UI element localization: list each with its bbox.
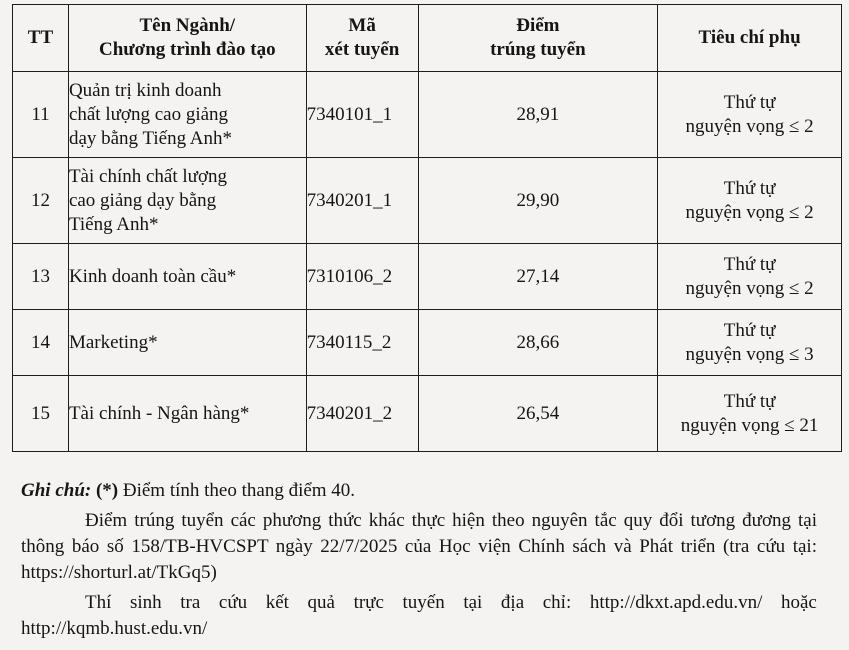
table-row — [13, 72, 842, 158]
header-program-line2: Chương trình đào tạo — [98, 39, 276, 60]
note-lookup-line2: http://kqmb.hust.edu.vn/ — [21, 618, 208, 639]
lookup-word: tra — [180, 592, 201, 613]
lookup-word: kết — [265, 592, 289, 613]
program-name-line: dạy bằng Tiếng Anh* — [68, 127, 233, 149]
lookup-word: chỉ: — [542, 592, 572, 613]
notes-section — [21, 478, 817, 642]
cell-criteria — [658, 244, 842, 310]
criteria-line: nguyện vọng ≤ 2 — [685, 277, 814, 299]
criteria-line: nguyện vọng ≤ 3 — [685, 343, 814, 365]
cell-code: 7310106_2 — [306, 244, 418, 310]
admission-scores-table — [12, 4, 842, 452]
criteria-line: nguyện vọng ≤ 2 — [685, 115, 814, 137]
table-row — [13, 244, 842, 310]
lookup-word: Thí — [85, 592, 112, 613]
cell-code: 7340115_2 — [306, 310, 418, 376]
criteria-line: Thứ tự — [723, 91, 776, 113]
cell-score: 28,91 — [418, 72, 658, 158]
note-label: Ghi chú: — [21, 480, 92, 501]
program-name-line: Kinh doanh toàn cầu* — [68, 265, 237, 287]
criteria-line: Thứ tự — [723, 253, 776, 275]
header-program-line1: Tên Ngành/ — [139, 15, 236, 36]
cell-program-name — [68, 244, 306, 310]
header-score — [418, 5, 658, 72]
cell-score: 27,14 — [418, 244, 658, 310]
program-name-line: Tài chính chất lượng — [68, 165, 227, 187]
note-conversion: Điểm trúng tuyển các phương thức khác thực hiện theo nguyên tắc quy đổi tương đương tại thông báo số 158/TB-HVCSPT ngày 22/7/2025 của Học viện Chính sách và Phát triển (tra cứu tại: https://shorturl.at/TkGq5) — [21, 510, 817, 583]
cell-tt: 13 — [13, 244, 69, 310]
cell-code: 7340201_1 — [306, 158, 418, 244]
header-criteria-text: Tiêu chí phụ — [698, 27, 801, 48]
program-name-line: Marketing* — [68, 331, 158, 353]
cell-tt: 15 — [13, 376, 69, 452]
cell-criteria — [658, 376, 842, 452]
cell-program-name — [68, 376, 306, 452]
lookup-word: http://dkxt.apd.edu.vn/ — [589, 592, 763, 613]
cell-tt: 11 — [13, 72, 69, 158]
lookup-word: sinh — [129, 592, 162, 613]
lookup-word: cứu — [218, 592, 248, 613]
header-tt — [13, 5, 69, 72]
lookup-word: tại — [463, 592, 483, 613]
lookup-word: hoặc — [781, 592, 817, 613]
cell-score: 28,66 — [418, 310, 658, 376]
criteria-line: Thứ tự — [723, 177, 776, 199]
cell-criteria — [658, 158, 842, 244]
note-star-text: Điểm tính theo thang điểm 40. — [118, 480, 356, 501]
header-tt-text: TT — [27, 27, 54, 48]
table-row — [13, 310, 842, 376]
note-star: (*) — [95, 480, 119, 501]
program-name-line: cao giảng dạy bằng — [68, 189, 217, 211]
cell-tt: 14 — [13, 310, 69, 376]
note-lookup-words — [85, 590, 817, 616]
cell-program-name — [68, 310, 306, 376]
header-score-line2: trúng tuyển — [490, 39, 586, 60]
criteria-line: Thứ tự — [723, 319, 776, 341]
header-program — [68, 5, 306, 72]
cell-code: 7340201_2 — [306, 376, 418, 452]
table-row — [13, 376, 842, 452]
cell-tt: 12 — [13, 158, 69, 244]
criteria-line: Thứ tự — [723, 390, 776, 412]
header-code-line2: xét tuyển — [324, 39, 400, 60]
program-name-line: chất lượng cao giảng — [68, 103, 229, 125]
header-code-line1: Mã — [348, 15, 376, 36]
lookup-word: tuyến — [402, 592, 445, 613]
program-name-line: Quản trị kinh doanh — [68, 79, 222, 101]
program-name-line: Tài chính - Ngân hàng* — [68, 402, 250, 424]
note-lookup-line1 — [21, 590, 817, 616]
cell-code: 7340101_1 — [306, 72, 418, 158]
lookup-word: quả — [307, 592, 335, 613]
header-score-line1: Điểm — [516, 15, 560, 36]
cell-program-name — [68, 72, 306, 158]
cell-score: 29,90 — [418, 158, 658, 244]
header-criteria — [658, 5, 842, 72]
criteria-line: nguyện vọng ≤ 21 — [680, 414, 819, 436]
program-name-line: Tiếng Anh* — [68, 213, 159, 235]
cell-criteria — [658, 72, 842, 158]
lookup-word: trực — [353, 592, 384, 613]
cell-program-name — [68, 158, 306, 244]
note-scale — [21, 478, 817, 504]
lookup-word: địa — [500, 592, 525, 613]
header-code — [306, 5, 418, 72]
cell-score: 26,54 — [418, 376, 658, 452]
table-row — [13, 158, 842, 244]
criteria-line: nguyện vọng ≤ 2 — [685, 201, 814, 223]
table-header-row — [13, 5, 842, 72]
cell-criteria — [658, 310, 842, 376]
